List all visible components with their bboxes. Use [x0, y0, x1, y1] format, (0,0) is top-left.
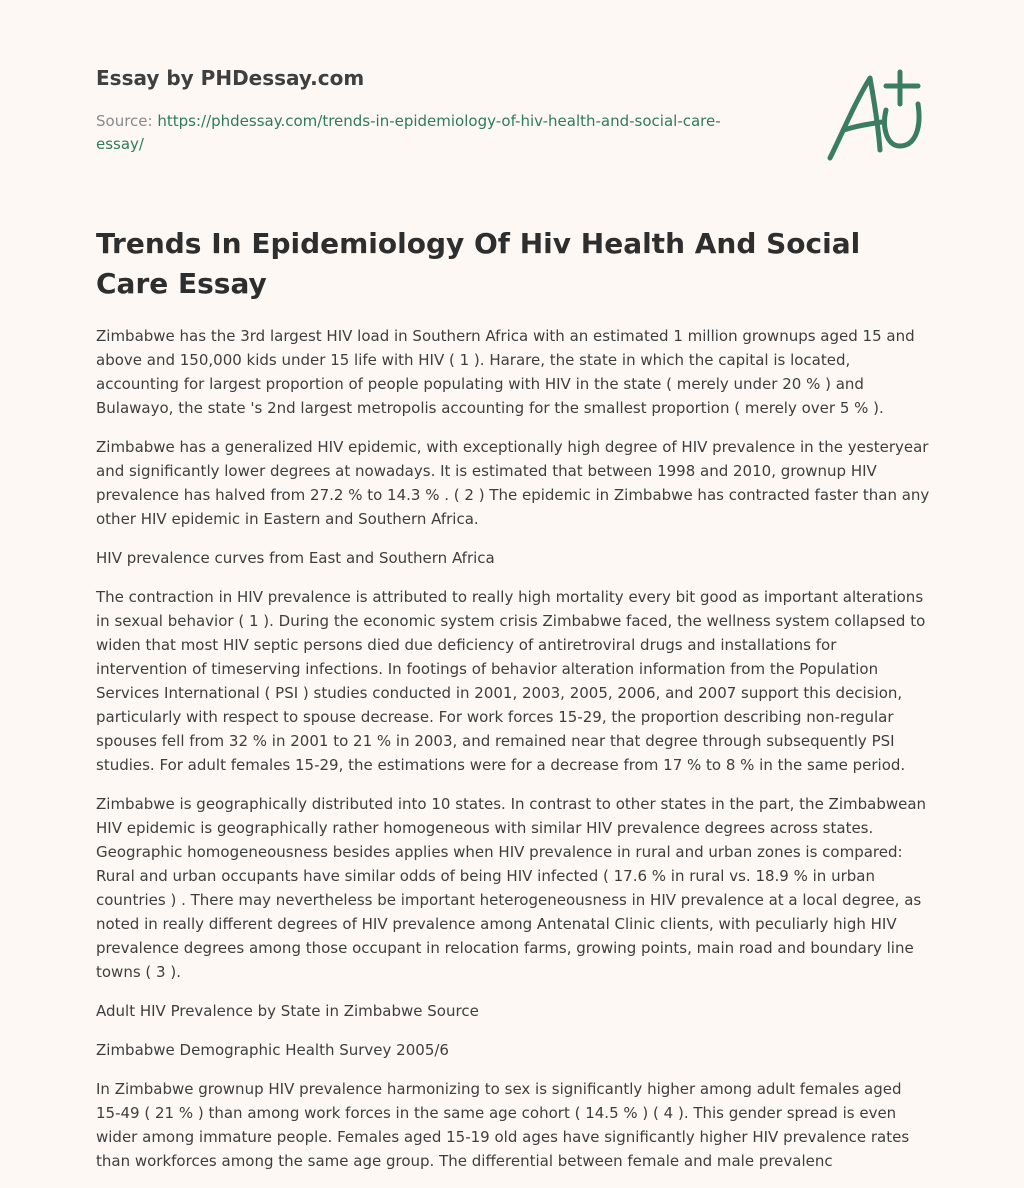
figure-caption: Adult HIV Prevalence by State in Zimbabwe Source: [96, 1002, 479, 1020]
figure-caption: Zimbabwe Demographic Health Survey 2005/6: [96, 1041, 449, 1059]
paragraph: Zimbabwe is geographically distributed into 10 states. In contrast to other states in the part, the Zimbabwean HIV epidemic is geographically rather homogeneous with similar HIV prevalence degrees across states. Geographic homogeneousness besides applies when HIV prevalence in rural and urban zones is compared: Rural and urban occupants have similar odds of being HIV infected ( 17.6 % in rural vs. 18.9 % in urban countries ) . There may nevertheless be important heterogeneousness in HIV prevalence at a local degree, as noted in really different degrees of HIV prevalence among Antenatal Clinic clients, with peculiarly high HIV prevalence degrees among those occupant in relocation farms, growing points, main road and boundary line towns ( 3 ).: [96, 795, 927, 981]
essay-body: [96, 324, 930, 1188]
site-brand: Essay by PHDessay.com: [96, 66, 365, 90]
a-plus-grade-icon: [820, 64, 930, 164]
paragraph: Zimbabwe has the 3rd largest HIV load in Southern Africa with an estimated 1 million grownups aged 15 and above and 150,000 kids under 15 life with HIV ( 1 ). Harare, the state in which the capital is located, accounting for largest proportion of people populating with HIV in the state ( merely under 20 % ) and Bulawayo, the state 's 2nd largest metropolis accounting for the smallest proportion ( merely over 5 % ).: [96, 327, 915, 417]
source-line: [96, 110, 736, 156]
source-link[interactable]: https://phdessay.com/trends-in-epidemiology-of-hiv-health-and-social-care-essay/: [96, 112, 721, 153]
paragraph: The contraction in HIV prevalence is attributed to really high mortality every bit good as important alterations in sexual behavior ( 1 ). During the economic system crisis Zimbabwe faced, the wellness system collapsed to widen that most HIV septic persons died due deficiency of antiretroviral drugs and installations for intervention of timeserving infections. In footings of behavior alteration information from the Population Services International ( PSI ) studies conducted in 2001, 2003, 2005, 2006, and 2007 support this decision, particularly with respect to spouse decrease. For work forces 15-29, the proportion describing non-regular spouses fell from 32 % in 2001 to 21 % in 2003, and remained near that degree through subsequently PSI studies. For adult females 15-29, the estimations were for a decrease from 17 % to 8 % in the same period.: [96, 588, 926, 774]
essay-title: Trends In Epidemiology Of Hiv Health And Social Care Essay: [96, 227, 861, 300]
figure-caption: HIV prevalence curves from East and Southern Africa: [96, 549, 495, 567]
source-label: Source:: [96, 112, 153, 130]
paragraph: Zimbabwe has a generalized HIV epidemic, with exceptionally high degree of HIV prevalence in the yesteryear and significantly lower degrees at nowadays. It is estimated that between 1998 and 2010, grownup HIV prevalence has halved from 27.2 % to 14.3 % . ( 2 ) The epidemic in Zimbabwe has contracted faster than any other HIV epidemic in Eastern and Southern Africa.: [96, 438, 930, 528]
essay-header: [96, 64, 796, 156]
paragraph: In Zimbabwe grownup HIV prevalence harmonizing to sex is significantly higher among adult females aged 15-49 ( 21 % ) than among work forces in the same age cohort ( 14.5 % ) ( 4 ). This gender spread is even wider among immature people. Females aged 15-19 old ages have significantly higher HIV prevalence rates than workforces among the same age group. The differential between female and male prevalenc: [96, 1080, 910, 1170]
